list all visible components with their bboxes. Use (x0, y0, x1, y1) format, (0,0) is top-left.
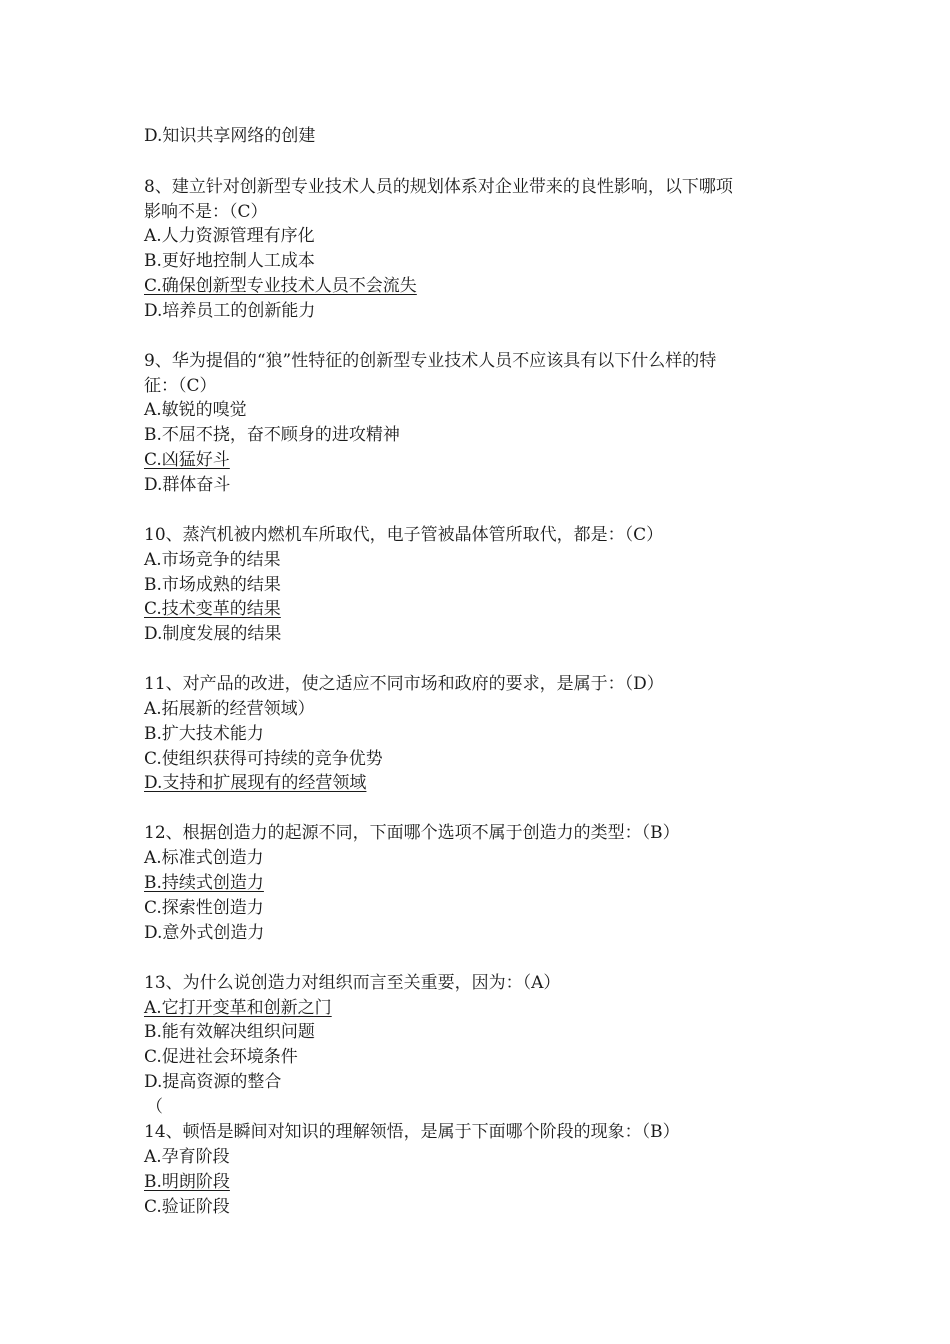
question-12: 12、根据创造力的起源不同，下面哪个选项不属于创造力的类型：（B） (144, 823, 680, 843)
question-9-line-1: 9、华为提倡的“狼”性特征的创新型专业技术人员不应该具有以下什么样的特 (144, 351, 717, 371)
question-11-option-a: A.拓展新的经营领域） (144, 699, 315, 719)
question-14: 14、顿悟是瞬间对知识的理解领悟，是属于下面哪个阶段的现象：（B） (144, 1122, 680, 1142)
question-9-option-a: A.敏锐的嗅觉 (144, 400, 247, 420)
question-9-line-2: 征：（C） (144, 376, 217, 396)
stray-parenthesis: （ (146, 1097, 163, 1117)
question-10-option-c-answer: C.技术变革的结果 (144, 599, 281, 619)
question-13-option-a-answer: A.它打开变革和创新之门 (144, 998, 332, 1018)
question-8-option-c-answer: C.确保创新型专业技术人员不会流失 (144, 276, 417, 296)
question-9-option-b: B.不屈不挠，奋不顾身的进攻精神 (144, 425, 400, 445)
question-11: 11、对产品的改进，使之适应不同市场和政府的要求，是属于：（D） (144, 674, 664, 694)
question-10-option-a: A.市场竞争的结果 (144, 550, 281, 570)
question-14-option-a: A.孕育阶段 (144, 1147, 230, 1167)
question-8-option-b: B.更好地控制人工成本 (144, 251, 315, 271)
question-12-option-d: D.意外式创造力 (144, 923, 265, 943)
question-11-option-d-answer: D.支持和扩展现有的经营领域 (144, 773, 367, 793)
question-14-option-c: C.验证阶段 (144, 1197, 230, 1217)
question-10: 10、蒸汽机被内燃机车所取代，电子管被晶体管所取代，都是：（C） (144, 525, 664, 545)
question-12-option-c: C.探索性创造力 (144, 898, 264, 918)
question-8-line-1: 8、建立针对创新型专业技术人员的规划体系对企业带来的良性影响，以下哪项 (144, 177, 733, 197)
question-13-option-b: B.能有效解决组织问题 (144, 1022, 315, 1042)
question-8-option-d: D.培养员工的创新能力 (144, 301, 316, 321)
question-12-option-a: A.标准式创造力 (144, 848, 264, 868)
question-8-option-a: A.人力资源管理有序化 (144, 226, 315, 246)
question-11-option-c: C.使组织获得可持续的竞争优势 (144, 749, 383, 769)
question-9-option-c-answer: C.凶猛好斗 (144, 450, 230, 470)
question-10-option-b: B.市场成熟的结果 (144, 575, 281, 595)
question-10-option-d: D.制度发展的结果 (144, 624, 282, 644)
question-11-option-b: B.扩大技术能力 (144, 724, 264, 744)
question-9-option-d: D.群体奋斗 (144, 475, 231, 495)
question-13: 13、为什么说创造力对组织而言至关重要，因为：（A） (144, 973, 561, 993)
question-13-option-d: D.提高资源的整合 (144, 1072, 282, 1092)
question-12-option-b-answer: B.持续式创造力 (144, 873, 264, 893)
question-8-line-2: 影响不是：（C） (144, 202, 268, 222)
question-14-option-b-answer: B.明朗阶段 (144, 1172, 230, 1192)
prev-option-d: D.知识共享网络的创建 (144, 126, 316, 146)
question-13-option-c: C.促进社会环境条件 (144, 1047, 298, 1067)
